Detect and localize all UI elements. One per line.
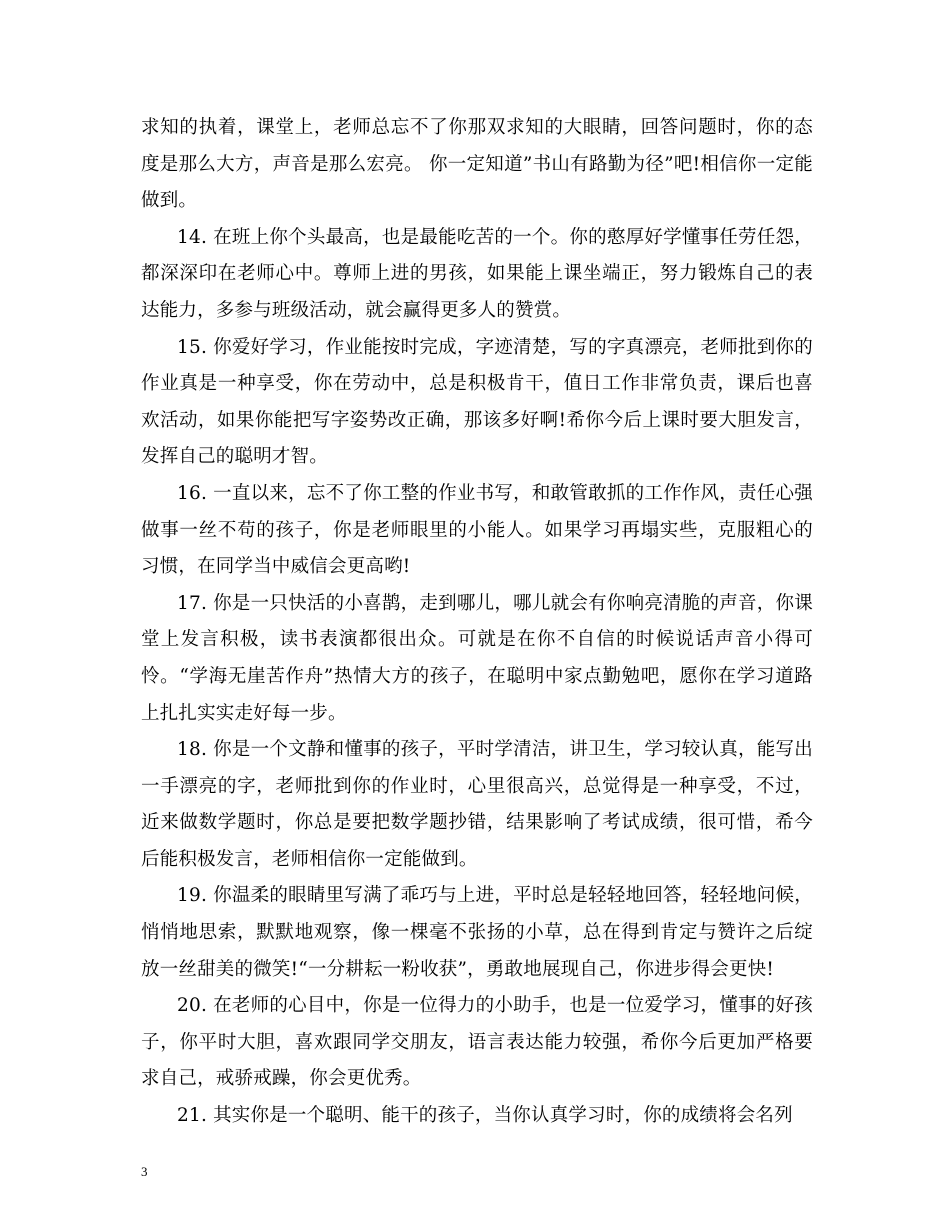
paragraph-item-15: 15. 你爱好学习，作业能按时完成，字迹清楚，写的字真漂亮，老师批到你的作业真是一种享受，你在劳动中，总是积极肯干，值日工作非常负责，课后也喜欢活动，如果你能把写字姿势改正确，那该多好啊!希你今后上课时要大胆发言，发挥自己的聪明才智。	[141, 336, 813, 468]
page-number: 3	[141, 1164, 148, 1179]
paragraph-item-18: 18. 你是一个文静和懂事的孩子，平时学清洁，讲卫生，学习较认真，能写出一手漂亮的字，老师批到你的作业时，心里很高兴，总觉得是一种享受，不过，近来做数学题时，你总是要把数学题抄错，结果影响了考试成绩，很可惜，希今后能积极发言，老师相信你一定能做到。	[141, 739, 813, 870]
paragraph-item-16: 16. 一直以来，忘不了你工整的作业书写，和敢管敢抓的工作作风，责任心强做事一丝不苟的孩子，你是老师眼里的小能人。如果学习再塌实些，克服粗心的习惯，在同学当中威信会更高哟!	[141, 482, 813, 578]
paragraph-item-14: 14. 在班上你个头最高，也是最能吃苦的一个。你的憨厚好学懂事任劳任怨，都深深印在老师心中。尊师上进的男孩，如果能上课坐端正，努力锻炼自己的表达能力，多参与班级活动，就会赢得更多人的赞赏。	[141, 226, 813, 321]
paragraph-continued: 求知的执着，课堂上，老师总忘不了你那双求知的大眼睛，回答问题时，你的态度是那么大方，声音是那么宏亮。 你一定知道”书山有路勤为径”吧!相信你一定能做到。	[141, 117, 813, 212]
document-body	[141, 110, 813, 1135]
paragraph-item-17: 17. 你是一只快活的小喜鹊，走到哪儿，哪儿就会有你响亮清脆的声音，你课堂上发言积极，读书表演都很出众。可就是在你不自信的时候说话声音小得可怜。“学海无崖苦作舟”热情大方的孩子，在聪明中家点勤勉吧，愿你在学习道路上扎扎实实走好每一步。	[141, 592, 813, 724]
paragraph-item-19: 19. 你温柔的眼睛里写满了乖巧与上进，平时总是轻轻地回答，轻轻地问候，悄悄地思索，默默地观察，像一棵毫不张扬的小草，总在得到肯定与赞许之后绽放一丝甜美的微笑!“一分耕耘一粉收获”，勇敢地展现自己，你进步得会更快!	[141, 885, 813, 980]
paragraph-item-21: 21. 其实你是一个聪明、能干的孩子，当你认真学习时，你的成绩将会名列	[177, 1105, 793, 1127]
paragraph-item-20: 20. 在老师的心目中，你是一位得力的小助手，也是一位爱学习，懂事的好孩子，你平时大胆，喜欢跟同学交朋友，语言表达能力较强，希你今后更加严格要求自己，戒骄戒躁，你会更优秀。	[141, 995, 813, 1090]
